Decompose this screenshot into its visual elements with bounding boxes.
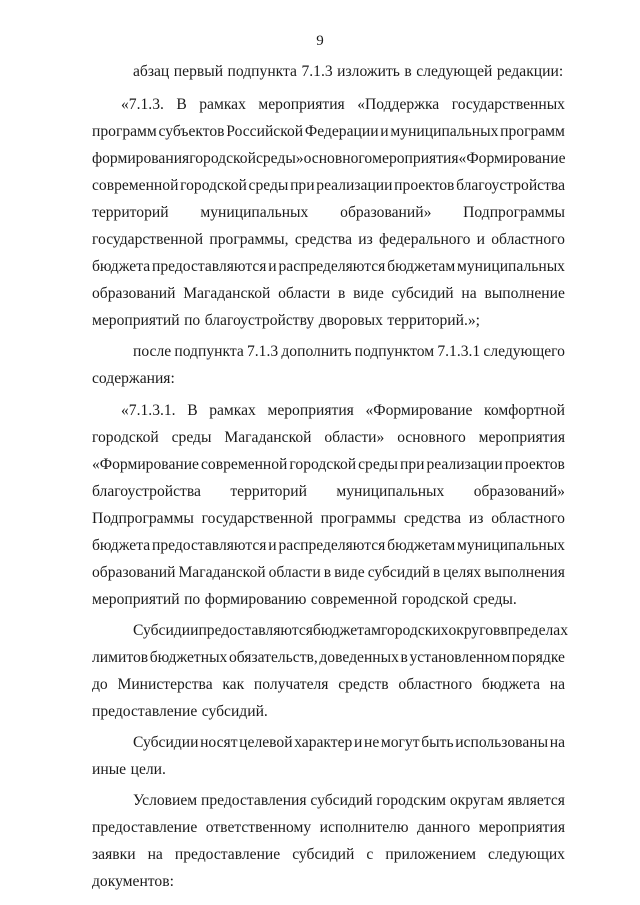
- text-line: «7.1.3.1. В рамках мероприятия «Формирование комфортной: [121, 402, 565, 419]
- text-line: бюджета предоставляются и распределяются бюджетам муниципальных: [92, 537, 565, 554]
- text-line: Условием предоставления субсидий городским округам является: [133, 792, 565, 809]
- text-line: государственной программы, средства из федерального и областного: [92, 231, 565, 248]
- text-line: Субсидии предоставляются бюджетам городских округов в пределах: [133, 622, 568, 639]
- text-line: абзац первый подпункта 7.1.3 изложить в следующей редакции:: [133, 63, 564, 80]
- text-line: бюджета предоставляются и распределяются бюджетам муниципальных: [92, 258, 565, 275]
- text-line: городской среды Магаданской области» основного мероприятия: [92, 429, 565, 446]
- text-line: иные цели.: [92, 761, 166, 778]
- text-line: программ субъектов Российской Федерации и муниципальных программ: [92, 123, 565, 140]
- text-line: мероприятий по благоустройству дворовых территорий.»;: [92, 312, 481, 329]
- text-line: «Формирование современной городской среды при реализации проектов: [92, 456, 565, 473]
- text-line: лимитов бюджетных обязательств, доведенных в установленном порядке: [92, 649, 565, 666]
- text-line: предоставление субсидий.: [92, 703, 268, 720]
- text-line: предоставление ответственному исполнителю данного мероприятия: [92, 819, 565, 836]
- text-line: формирования городской среды» основного мероприятия «Формирование: [92, 150, 566, 167]
- text-line: содержания:: [92, 370, 175, 387]
- text-line: до Министерства как получателя средств областного бюджета на: [92, 676, 565, 693]
- text-line: современной городской среды при реализации проектов благоустройства: [92, 177, 565, 194]
- text-line: Субсидии носят целевой характер и не могут быть использованы на: [133, 734, 565, 751]
- text-line: образований Магаданской области в виде субсидий в целях выполнения: [92, 564, 565, 581]
- text-line: благоустройства территорий муниципальных образований»: [92, 483, 565, 500]
- text-line: территорий муниципальных образований» Подпрограммы: [92, 204, 565, 221]
- text-line: после подпункта 7.1.3 дополнить подпунктом 7.1.3.1 следующего: [133, 343, 565, 360]
- text-line: документов:: [92, 873, 174, 890]
- page-number: 9: [316, 33, 324, 49]
- text-line: заявки на предоставление субсидий с приложением следующих: [92, 846, 565, 863]
- text-line: Подпрограммы государственной программы средства из областного: [92, 510, 565, 527]
- text-line: «7.1.3. В рамках мероприятия «Поддержка государственных: [121, 96, 565, 113]
- text-line: мероприятий по формированию современной городской среды.: [92, 591, 517, 608]
- text-line: образований Магаданской области в виде субсидий на выполнение: [92, 285, 565, 302]
